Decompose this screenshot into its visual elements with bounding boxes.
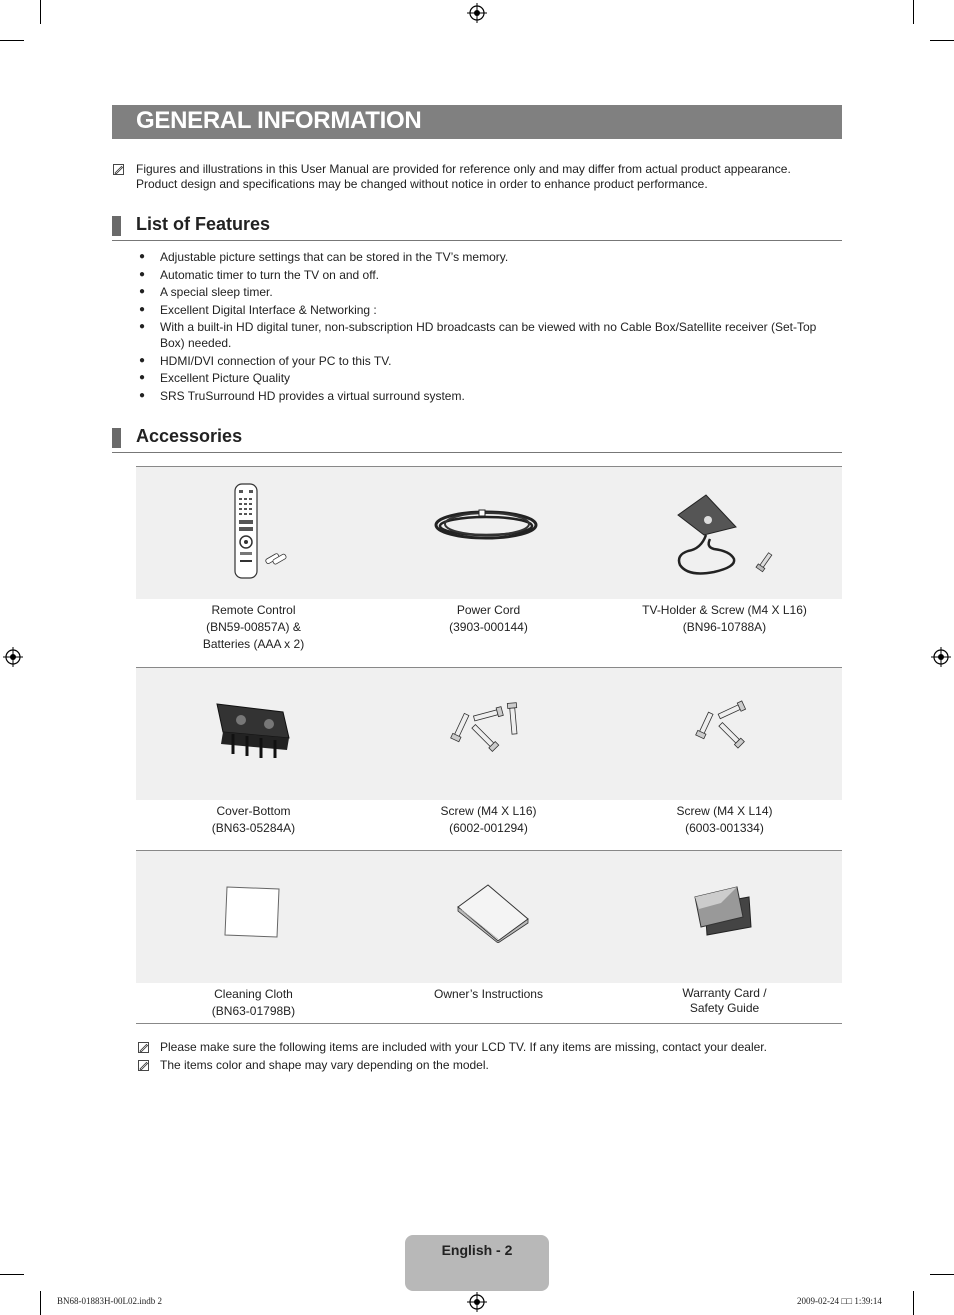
features-list bbox=[137, 249, 842, 405]
print-slug-left: BN68-01883H-00L02.indb 2 bbox=[57, 1296, 162, 1306]
accessory-caption bbox=[371, 803, 606, 837]
feature-text: Excellent Picture Quality bbox=[160, 371, 291, 385]
accessory-caption bbox=[607, 803, 842, 837]
power-cord-icon bbox=[431, 502, 541, 552]
accessory-name: Cleaning Cloth bbox=[214, 987, 293, 1001]
manual-icon bbox=[454, 881, 534, 943]
feature-text: Adjustable picture settings that can be stored in the TV’s memory. bbox=[160, 250, 509, 264]
accessory-caption bbox=[371, 602, 606, 636]
features-heading: List of Features bbox=[136, 214, 271, 234]
page-number-tab bbox=[405, 1235, 549, 1291]
accessories-heading-bar bbox=[112, 424, 842, 453]
list-item: ● HDMI/DVI connection of your PC to this TV. bbox=[139, 353, 392, 368]
feature-text: HDMI/DVI connection of your PC to this TV. bbox=[160, 353, 392, 368]
list-item: ● Excellent Picture Quality bbox=[139, 371, 291, 385]
intro-note-line-2: Product design and specifications may be changed without notice in order to enhance product performance. bbox=[136, 177, 708, 191]
accessory-name: Cover-Bottom bbox=[216, 804, 291, 818]
table-row bbox=[136, 467, 842, 668]
registration-mark-icon bbox=[467, 3, 487, 23]
accessory-caption bbox=[136, 602, 371, 653]
feature-text: SRS TruSurround HD provides a virtual surround system. bbox=[160, 388, 465, 403]
accessory-name-cont: Safety Guide bbox=[689, 1001, 760, 1015]
crop-mark bbox=[930, 40, 954, 41]
image-band bbox=[136, 467, 842, 599]
page-title-bar bbox=[112, 105, 842, 139]
section-marker bbox=[112, 216, 121, 236]
note-icon bbox=[113, 164, 124, 175]
accessory-code: (BN63-05284A) bbox=[211, 821, 296, 835]
crop-mark bbox=[40, 1291, 41, 1315]
print-slug-right: 2009-02-24 □□ 1:39:14 bbox=[797, 1296, 882, 1306]
note-icon bbox=[138, 1042, 149, 1053]
accessories-table bbox=[136, 466, 842, 1024]
accessory-name: TV-Holder & Screw (M4 X L16) bbox=[642, 603, 807, 617]
list-item: ● Adjustable picture settings that can be stored in the TV’s memory. bbox=[139, 250, 509, 264]
intro-note-line-1: Figures and illustrations in this User Manual are provided for reference only and may differ from actual product appearance. bbox=[136, 162, 791, 176]
remote-control-icon bbox=[231, 482, 291, 582]
screws-icon bbox=[691, 698, 761, 753]
accessory-name: Power Cord bbox=[456, 603, 521, 617]
accessory-code: (6002-001294) bbox=[449, 821, 528, 835]
list-item: ● A special sleep timer. bbox=[139, 285, 273, 299]
feature-text: Automatic timer to turn the TV on and off. bbox=[160, 267, 380, 282]
list-item: ● With a built-in HD digital tuner, non-subscription HD broadcasts can be viewed with no Cable Box/Satellite receiver (Set-Top Box) needed. bbox=[139, 320, 817, 350]
feature-text: Excellent Digital Interface & Networking : bbox=[160, 302, 377, 317]
accessory-code: (3903-000144) bbox=[449, 620, 528, 634]
page-number: English - 2 bbox=[441, 1242, 513, 1258]
accessory-caption bbox=[136, 803, 371, 837]
table-row bbox=[136, 851, 842, 1024]
accessory-name: Screw (M4 X L14) bbox=[676, 804, 773, 818]
feature-text: A special sleep timer. bbox=[160, 285, 273, 299]
crop-mark bbox=[0, 40, 24, 41]
crop-mark bbox=[0, 1274, 24, 1275]
accessory-code: (BN59-00857A) & bbox=[206, 620, 301, 634]
accessory-caption bbox=[607, 986, 842, 1016]
accessory-code: (BN63-01798B) bbox=[211, 1004, 296, 1018]
accessory-caption bbox=[136, 986, 371, 1020]
crop-mark bbox=[913, 0, 914, 24]
features-heading-bar bbox=[112, 212, 842, 241]
accessory-code: (6003-001334) bbox=[685, 821, 764, 835]
list-item: ● Excellent Digital Interface & Networking : bbox=[139, 302, 377, 317]
crop-mark bbox=[913, 1291, 914, 1315]
accessory-extra: Batteries (AAA x 2) bbox=[202, 637, 305, 651]
accessory-note: The items color and shape may vary depending on the model. bbox=[160, 1058, 489, 1072]
feature-text: With a built-in HD digital tuner, non-subscription HD broadcasts can be viewed with no Cable Box/Satellite receiver (Set-Top Box) needed. bbox=[160, 320, 817, 350]
registration-mark-icon bbox=[3, 647, 23, 667]
warranty-card-icon bbox=[691, 883, 756, 938]
cleaning-cloth-icon bbox=[221, 883, 286, 943]
tv-holder-icon bbox=[666, 487, 786, 582]
list-item: ● Automatic timer to turn the TV on and off. bbox=[139, 267, 380, 282]
image-band bbox=[136, 851, 842, 983]
page-title: GENERAL INFORMATION bbox=[136, 107, 422, 134]
note-icon bbox=[138, 1060, 149, 1071]
screws-icon bbox=[446, 696, 526, 756]
cover-bottom-icon bbox=[211, 698, 296, 763]
crop-mark bbox=[930, 1274, 954, 1275]
accessory-caption bbox=[607, 602, 842, 636]
accessories-heading: Accessories bbox=[136, 426, 243, 446]
accessory-name: Warranty Card / bbox=[682, 986, 767, 1000]
section-marker bbox=[112, 428, 121, 448]
accessory-code: (BN96-10788A) bbox=[682, 620, 767, 634]
image-band bbox=[136, 668, 842, 800]
table-row bbox=[136, 668, 842, 851]
registration-mark-icon bbox=[931, 647, 951, 667]
accessory-note: Please make sure the following items are included with your LCD TV. If any items are missing, contact your dealer. bbox=[160, 1040, 767, 1054]
accessory-name: Screw (M4 X L16) bbox=[440, 804, 537, 818]
crop-mark bbox=[40, 0, 41, 24]
list-item: ● SRS TruSurround HD provides a virtual surround system. bbox=[139, 388, 465, 403]
registration-mark-icon bbox=[467, 1292, 487, 1312]
accessory-caption bbox=[371, 986, 606, 1003]
accessory-name: Owner’s Instructions bbox=[434, 987, 543, 1001]
accessory-name: Remote Control bbox=[211, 603, 296, 617]
